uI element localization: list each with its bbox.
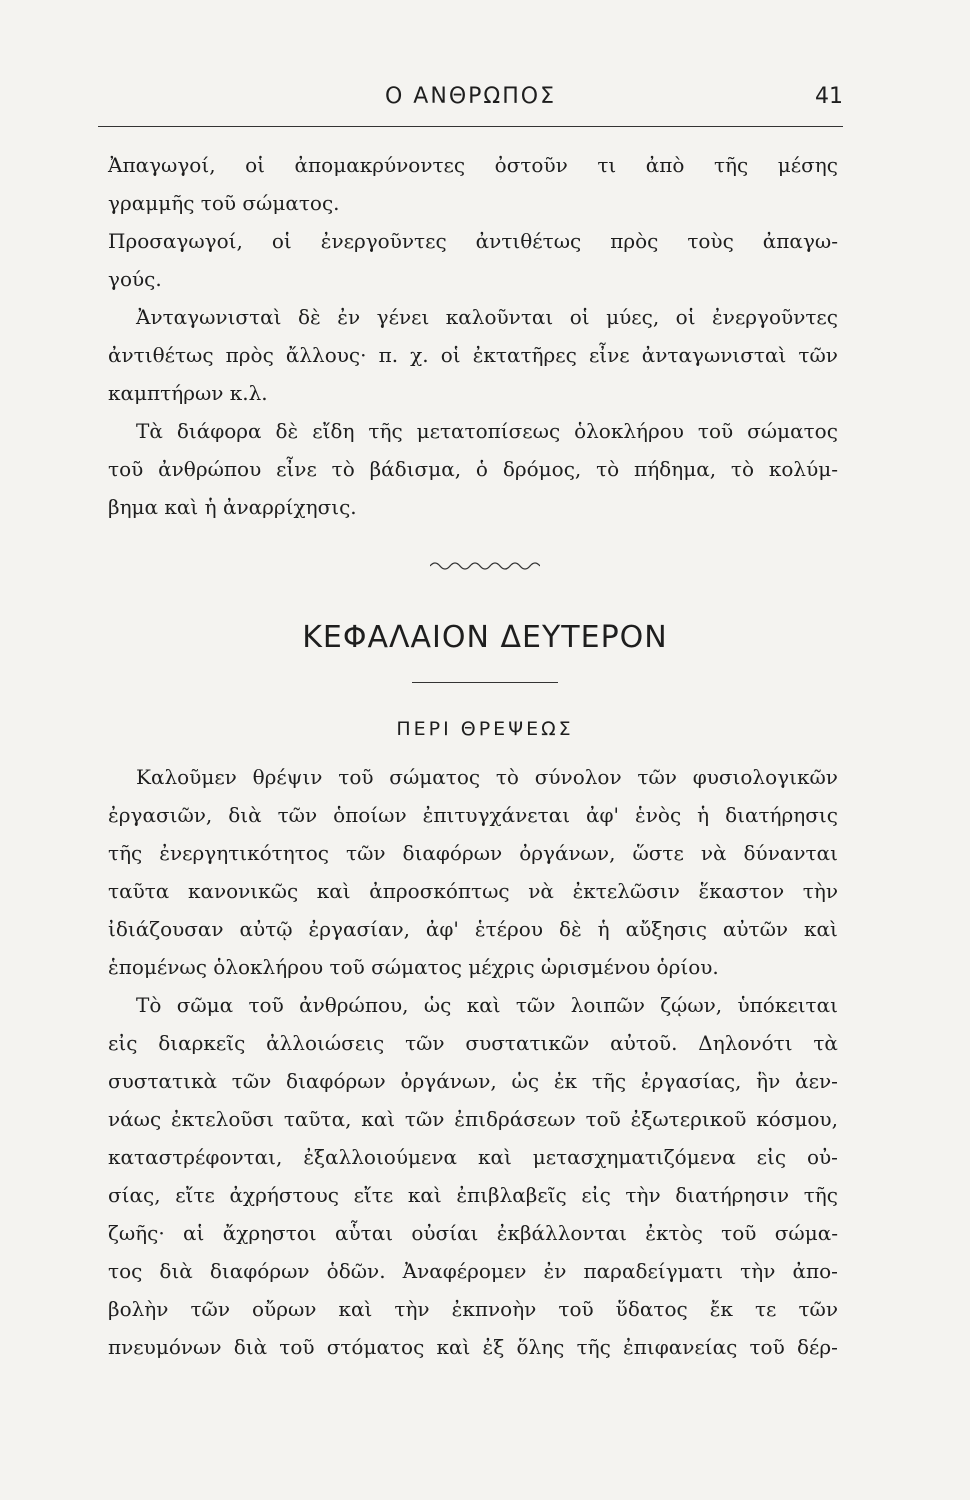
text-line: Προσαγωγοί, οἱ ἐνεργοῦντες ἀντιθέτως πρὸς τοὺς ἀπαγω- [108, 229, 838, 253]
body-text-block [108, 758, 838, 1366]
text-line: ἑπομένως ὁλοκλήρου τοῦ σώματος μέχρις ὡρισμένου ὁρίου. [108, 955, 719, 979]
text-line: ἐργασιῶν, διὰ τῶν ὁποίων ἐπιτυγχάνεται ἀφ' ἑνὸς ἡ διατήρησις [108, 803, 838, 827]
text-line: σίας, εἴτε ἀχρήστους εἴτε καὶ ἐπιβλαβεῖς εἰς τὴν διατήρησιν τῆς [108, 1183, 838, 1207]
text-line: ἰδιάζουσαν αὐτῷ ἐργασίαν, ἀφ' ἑτέρου δὲ ἡ αὔξησις αὐτῶν καὶ [108, 917, 838, 941]
text-line: γούς. [108, 267, 162, 291]
text-line: γραμμῆς τοῦ σώματος. [108, 191, 340, 215]
running-title: Ο ΑΝΘΡΩΠΟΣ [385, 84, 556, 109]
text-line: εἰς διαρκεῖς ἀλλοιώσεις τῶν συστατικῶν αὐτοῦ. Δηλονότι τὰ [108, 1031, 838, 1055]
text-line: Ἀπαγωγοί, οἱ ἀπομακρύνοντες ὀστοῦν τι ἀπὸ τῆς μέσης [108, 153, 838, 177]
text-line: συστατικὰ τῶν διαφόρων ὀργάνων, ὡς ἐκ τῆς ἐργασίας, ἣν ἀεν- [108, 1069, 838, 1093]
text-line: τος διὰ διαφόρων ὁδῶν. Ἀναφέρομεν ἐν παραδείγματι τὴν ἀπο- [108, 1259, 838, 1283]
text-line: ταῦτα κανονικῶς καὶ ἀπροσκόπτως νὰ ἐκτελῶσιν ἕκαστον τὴν [108, 879, 838, 903]
chapter-rule [412, 682, 558, 683]
text-line: ζωῆς· αἱ ἄχρηστοι αὗται οὐσίαι ἐκβάλλονται ἐκτὸς τοῦ σώμα- [108, 1221, 838, 1245]
text-line: νάως ἐκτελοῦσι ταῦτα, καὶ τῶν ἐπιδράσεων τοῦ ἐξωτερικοῦ κόσμου, [108, 1107, 838, 1131]
section-title: ΠΕΡΙ ΘΡΕΨΕΩΣ [396, 718, 574, 740]
text-line: τῆς ἐνεργητικότητος τῶν διαφόρων ὀργάνων, ὥστε νὰ δύνανται [108, 841, 838, 865]
text-line: βολὴν τῶν οὔρων καὶ τὴν ἐκπνοὴν τοῦ ὕδατος ἔκ τε τῶν [108, 1297, 838, 1321]
text-line: Καλοῦμεν θρέψιν τοῦ σώματος τὸ σύνολον τῶν φυσιολογικῶν [136, 765, 838, 789]
running-head [98, 78, 843, 118]
text-line: τοῦ ἀνθρώπου εἶνε τὸ βάδισμα, ὁ δρόμος, τὸ πήδημα, τὸ κολύμ- [108, 457, 838, 481]
text-line: Ἀνταγωνισταὶ δὲ ἐν γένει καλοῦνται οἱ μύες, οἱ ἐνεργοῦντες [136, 305, 838, 329]
text-line: ἀντιθέτως πρὸς ἄλλους· π. χ. οἱ ἐκτατῆρες εἶνε ἀνταγωνισταὶ τῶν [108, 343, 838, 367]
wave-separator [430, 558, 540, 574]
text-line: καταστρέφονται, ἐξαλλοιούμενα καὶ μετασχηματιζόμενα εἰς οὐ- [108, 1145, 838, 1169]
text-line: βημα καὶ ἡ ἀναρρίχησις. [108, 495, 357, 519]
text-line: Τὰ διάφορα δὲ εἴδη τῆς μετατοπίσεως ὁλοκλήρου τοῦ σώματος [136, 419, 838, 443]
top-text-block [108, 146, 838, 526]
text-line: πνευμόνων διὰ τοῦ στόματος καὶ ἐξ ὅλης τῆς ἐπιφανείας τοῦ δέρ- [108, 1335, 838, 1359]
header-rule [98, 126, 843, 127]
text-line: καμπτήρων κ.λ. [108, 381, 268, 405]
text-line: Τὸ σῶμα τοῦ ἀνθρώπου, ὡς καὶ τῶν λοιπῶν ζῴων, ὑπόκειται [136, 993, 838, 1017]
page-number: 41 [815, 84, 843, 109]
chapter-title: ΚΕΦΑΛΑΙΟΝ ΔΕΥΤΕΡΟΝ [302, 620, 668, 655]
